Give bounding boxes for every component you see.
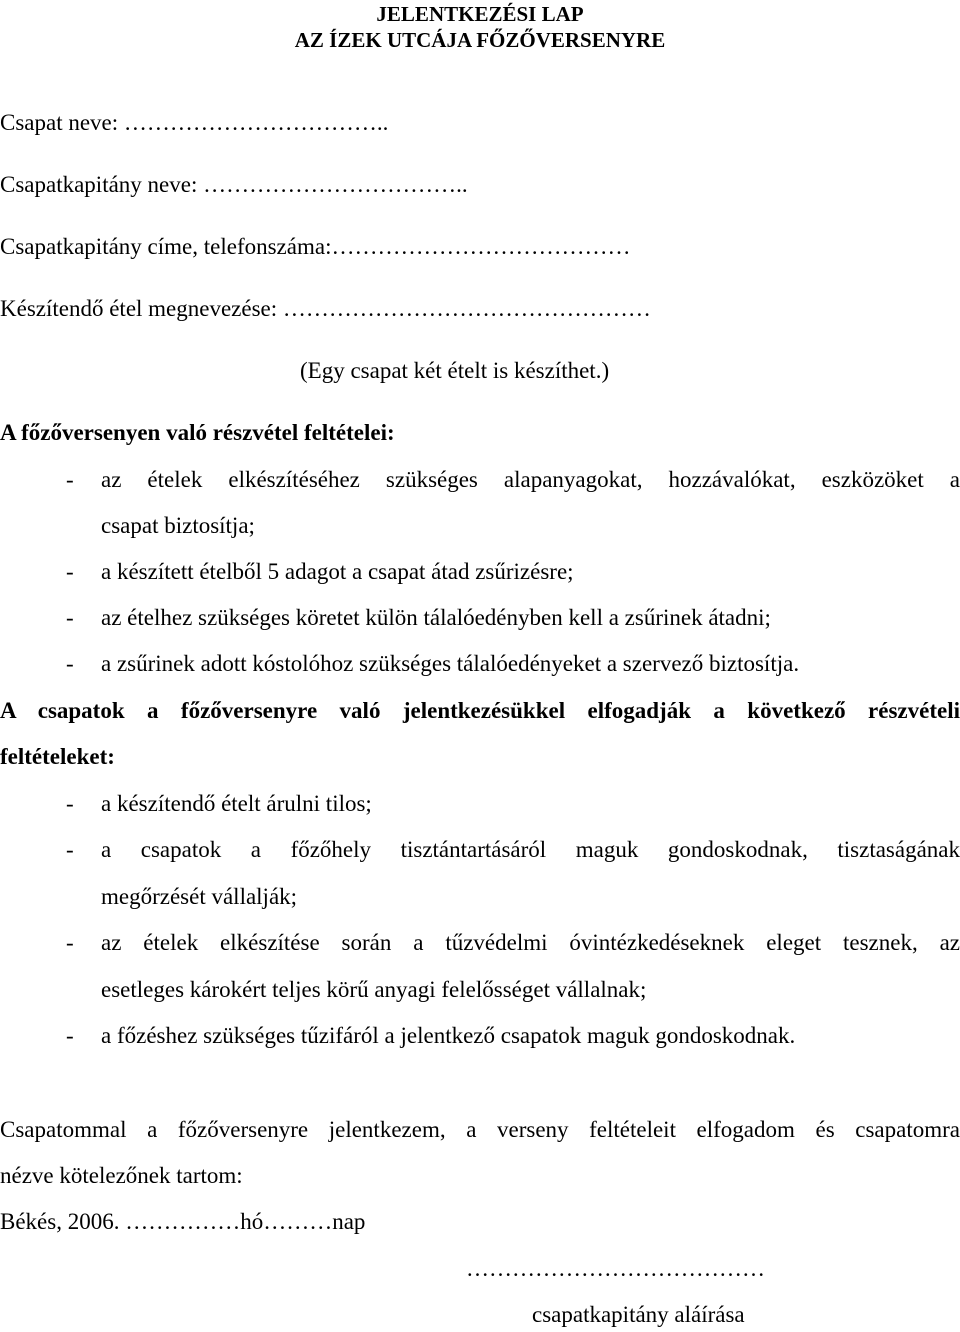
dish-name-field: Készítendő étel megnevezése: …………………………………………	[0, 296, 651, 321]
list-dash: -	[66, 837, 74, 862]
list-dash: -	[66, 467, 74, 492]
team-name-field: Csapat neve: ……………………………..	[0, 110, 389, 135]
acceptance-heading-line-2: feltételeket:	[0, 744, 115, 769]
conditions-heading: A főzőversenyen való részvétel feltételei:	[0, 420, 395, 445]
declaration-line-1: Csapatommal a főzőversenyre jelentkezem, a verseny feltételeit elfogadom és csapatomra	[0, 1117, 960, 1142]
form-title: JELENTKEZÉSI LAP	[376, 2, 584, 26]
acceptance-item-3-line-1: az ételek elkészítése során a tűzvédelmi óvintézkedéseknek eleget tesznek, az	[101, 930, 960, 955]
captain-name-field: Csapatkapitány neve: ……………………………..	[0, 172, 468, 197]
acceptance-item-4: a főzéshez szükséges tűzifáról a jelentkező csapatok maguk gondoskodnak.	[101, 1023, 796, 1048]
captain-contact-field: Csapatkapitány címe, telefonszáma:…………………………………	[0, 234, 631, 259]
date-line: Békés, 2006. ……………hó………nap	[0, 1209, 366, 1234]
acceptance-item-1: a készítendő ételt árulni tilos;	[101, 791, 372, 816]
form-subtitle: AZ ÍZEK UTCÁJA FŐZŐVERSENYRE	[294, 28, 666, 52]
declaration-line-2: nézve kötelezőnek tartom:	[0, 1163, 243, 1188]
signature-line: …………………………………	[466, 1256, 765, 1281]
acceptance-item-2-line-2: megőrzését vállalják;	[101, 884, 298, 909]
condition-item-1-line-1: az ételek elkészítéséhez szükséges alapanyagokat, hozzávalókat, eszközöket a	[101, 467, 960, 492]
list-dash: -	[66, 651, 74, 676]
list-dash: -	[66, 791, 74, 816]
dish-note: (Egy csapat két ételt is készíthet.)	[300, 358, 610, 383]
list-dash: -	[66, 605, 74, 630]
condition-item-3: az ételhez szükséges köretet külön tálalóedényben kell a zsűrinek átadni;	[101, 605, 771, 630]
acceptance-item-2-line-1: a csapatok a főzőhely tisztántartásáról maguk gondoskodnak, tisztaságának	[101, 837, 960, 862]
acceptance-heading-line-1: A csapatok a főzőversenyre való jelentkezésükkel elfogadják a következő részvételi	[0, 698, 960, 723]
list-dash: -	[66, 930, 74, 955]
condition-item-2: a készített ételből 5 adagot a csapat átad zsűrizésre;	[101, 559, 574, 584]
list-dash: -	[66, 1023, 74, 1048]
signature-label: csapatkapitány aláírása	[532, 1302, 745, 1327]
condition-item-4: a zsűrinek adott kóstolóhoz szükséges tálalóedényeket a szervező biztosítja.	[101, 651, 800, 676]
list-dash: -	[66, 559, 74, 584]
acceptance-item-3-line-2: esetleges károkért teljes körű anyagi felelősséget vállalnak;	[101, 977, 647, 1002]
condition-item-1-line-2: csapat biztosítja;	[101, 513, 255, 538]
